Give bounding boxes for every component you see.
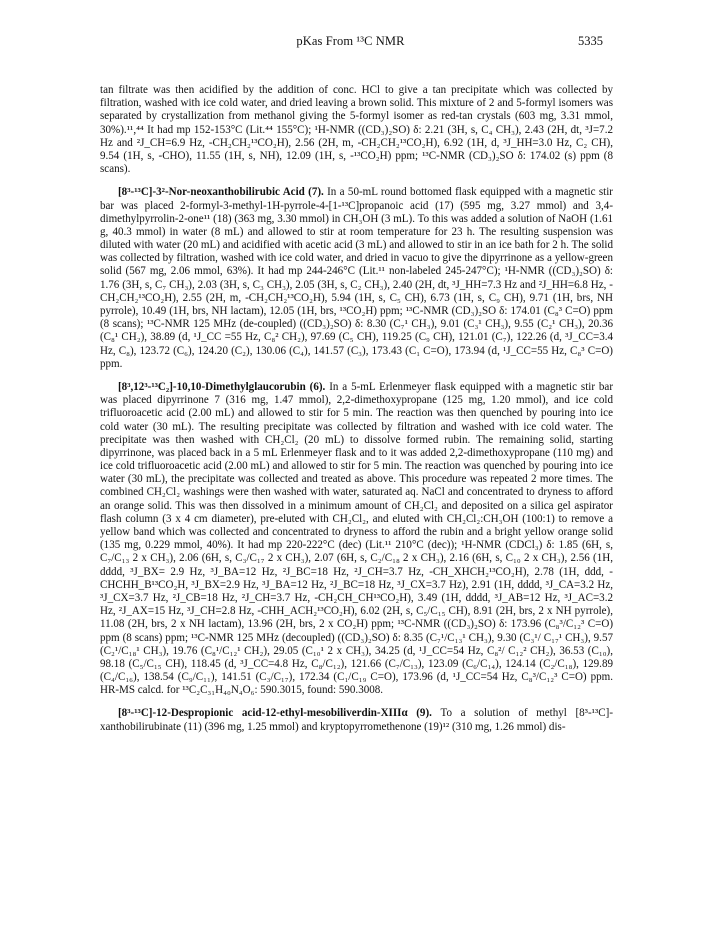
compound-heading: [8³,12³-¹³C₂]-10,10-Dimethylglaucorubin (6). (118, 380, 326, 393)
page-number: 5335 (578, 34, 603, 48)
paragraph-compound-6 (100, 381, 613, 698)
compound-heading: [8³-¹³C]-3²-Nor-neoxanthobilirubic Acid (7). (118, 186, 324, 199)
paragraph-text: tan filtrate was then acidified by the addition of conc. HCl to give a tan precipitate which was collected by filtration, washed with ice cold water, and dried leaving a brown solid. This mixture of 2 and 5-formyl isomers was separated by crystallization from methanol giving the 5-formyl isomer as red-tan crystals (603 mg, 3.31 mmol, 30%).¹¹,⁴⁴ It had mp 152-153°C (Lit.⁴⁴ 155°C); ¹H-NMR ((CD₃)₂SO) δ: 2.21 (3H, s, C₄ CH₃), 2.43 (2H, dt, ³J=7.2 Hz and ²J_CH=6.9 Hz, -CH₂CH₂¹³CO₂H), 2.56 (2H, m, -CH₂CH₂¹³CO₂H), 6.92 (1H, d, ³J_HH=3.0 Hz, C₂ CH), 9.54 (1H, s, -CHO), 11.55 (1H, s, NH), 12.09 (1H, s, -¹³CO₂H) ppm; ¹³C-NMR (CD₃)₂SO δ: 174.02 (s) ppm (8 scans). (100, 84, 613, 176)
page-header (0, 34, 701, 50)
paragraph-text: To a solution of methyl [8³-¹³C]-xanthobilirubinate (11) (396 mg, 1.25 mmol) and kryptopyrromethenone (19)¹² (310 mg, 1.26 mmol) dis- (100, 707, 614, 733)
paragraph-continued (100, 84, 613, 176)
paragraph-compound-7 (100, 186, 613, 371)
body-text (100, 84, 613, 744)
paragraph-compound-9 (100, 707, 613, 733)
running-title: pKas From ¹³C NMR (296, 34, 405, 48)
paragraph-text: In a 5-mL Erlenmeyer flask equipped with a magnetic stir bar was placed dipyrrinone 7 (316 mg, 1.47 mmol), 2,2-dimethoxypropane (125 mg, 1.20 mmol), and ice cold trifluoroacetic acid (2.00 mL) and allowed to stir for 5 min. The reaction was then quenched by pouring into ice cold water (30 mL). The resulting precipitate was collected by filtration and washed with ice cold water. The precipitate was then washed with CH₂Cl₂ (20 mL) to dissolve formed rubin. The remaining solid, starting dipyrrinone, was placed back in a 5 mL Erlenmeyer flask and to it was added 2,2-dimethoxypropane (110 mg) and ice cold trifluoroacetic acid (2.00 mL) and allowed to stir for 5 min. The reaction was quenched by pouring into ice water (30 mL), the precipitate was collected and treated as above. This procedure was repeated 2 more times. The combined CH₂Cl₂ washings were then washed with water, saturated aq. NaCl and concentrated to dryness to afford an orange solid. This was then dissolved in a minimum amount of CH₂Cl₂ and deposited on a silica gel aspirator flash column (3 x 4 cm diameter), pre-eluted with CH₂Cl₂, and eluted with CH₂Cl₂:CH₃OH (100:1) to remove a yellow band which was collected and concentrated to dryness to afford the rubin and a bright yellow orange solid (135 mg, 0.229 mmol, 40%). It had mp 220-222°C (dec) (Lit.¹¹ 210°C (dec)); ¹H-NMR (CDCl₃) δ: 1.85 (6H, s, C₇/C₁₃ 2 x CH₃), 2.06 (6H, s, C₃/C₁₇ 2 x CH₃), 2.07 (6H, s, C₂/C₁₈ 2 x CH₃), 2.16 (6H, s, C₁₀ 2 x CH₃), 2.56 (1H, dddd, ³J_BX= 2.9 Hz, ³J_BA=12 Hz, ²J_BC=18 Hz, ²J_CH=3.7 Hz, -CH_XHCH₂¹³CO₂H), 2.78 (1H, ddd, -CHCHH_B¹³CO₂H, ³J_BX=2.9 Hz, ³J_BA=12 Hz, ²J_BC=18 Hz, ³J_CX=3.7 Hz), 2.91 (1H, dddd, ³J_CA=3.2 Hz, ³J_CX=3.7 Hz, ²J_CB=18 Hz, ²J_CH=3.7 Hz, -CH₂CH_CH¹³CO₂H), 3.49 (1H, dddd, ³J_AB=12 Hz, ³J_AC=3.2 Hz, ²J_AX=15 Hz, ³J_CH=2.8 Hz, -CHH_ACH₂¹³CO₂H), 6.02 (2H, s, C₅/C₁₅ CH), 8.91 (2H, brs, 2 x NH pyrrole), 11.08 (2H, brs, 2 x NH lactam), 13.96 (2H, brs, 2 x CO₂H) ppm; ¹³C-NMR ((CD₃)₂SO) δ: 173.96 (C₈³/C₁₂³ C=O) ppm (8 scans) ppm; ¹³C-NMR 125 MHz (decoupled) ((CD₃)₂SO) δ: 8.35 (C₇¹/C₁₃¹ CH₃), 9.30 (C₃¹/ C₁₇¹ CH₃), 9.57 (C₂¹/C₁₈¹ CH₃), 19.76 (C₈¹/C₁₂¹ CH₂), 29.05 (C₁₀¹ 2 x CH₃), 34.25 (d, ¹J_CC=54 Hz, C₈²/ C₁₂² CH₂), 36.53 (C₁₀), 98.18 (C₅/C₁₅ CH), 118.45 (d, ³J_CC=4.8 Hz, C₈/C₁₂), 121.66 (C₇/C₁₃), 123.09 (C₆/C₁₄), 124.14 (C₂/C₁₈), 129.89 (C₄/C₁₆), 138.54 (C₉/C₁₁), 141.51 (C₃/C₁₇), 172.34 (C₁/C₁₉ C=O), 173.96 (d, ¹J_CC=54 Hz, C₈³/C₁₂³ C=O) ppm. HR-MS calcd. for ¹³C₂C₃₁H₄₀N₄O₆: 590.3015, found: 590.3008. (100, 380, 614, 697)
compound-heading: [8³-¹³C]-12-Despropionic acid-12-ethyl-mesobiliverdin-XIIIα (9). (118, 707, 432, 720)
paragraph-text: In a 50-mL round bottomed flask equipped with a magnetic stir bar was placed 2-formyl-3-methyl-1H-pyrrole-4-[1-¹³C]propanoic acid (17) (595 mg, 3.27 mmol) and 3,4-dimethylpyrrolin-2-one¹¹ (18) (363 mg, 3.30 mmol) in CH₃OH (3 mL). To this was added a solution of NaOH (1.61 g, 40.3 mmol) in water (8 mL) and allowed to stir at room temperature for 23 h. The resulting suspension was diluted with water (20 mL) and acidified with acetic acid (3 mL) and allowed to stir in an ice bath for 2 h. The solid was collected by filtration, washed with ice cold water, and dried in vacuo to give the dipyrrinone as a yellow-green solid (567 mg, 2.06 mmol, 63%). It had mp 244-246°C (Lit.¹¹ non-labeled 245-247°C); ¹H-NMR ((CD₃)₂SO) δ: 1.76 (3H, s, C₇ CH₃), 2.03 (3H, s, C₃ CH₃), 2.05 (3H, s, C₂ CH₃), 2.40 (2H, dt, ³J_HH=7.3 Hz and ²J_HH=6.8 Hz, -CH₂CH₂¹³CO₂H), 2.55 (2H, m, -CH₂CH₂¹³CO₂H), 5.94 (1H, s, C₅ CH), 6.73 (1H, s, C₉ CH), 9.71 (1H, brs, NH pyrrole), 10.49 (1H, brs, NH lactam), 12.05 (1H, brs, ¹³CO₂H) ppm; ¹³C-NMR (CD₃)₂SO δ: 174.01 (C₈³ C=O) ppm (8 scans); ¹³C-NMR 125 MHz (de-coupled) ((CD₃)₂SO) δ: 8.30 (C₇¹ CH₃), 9.01 (C₃¹ CH₃), 9.55 (C₂¹ CH₃), 20.36 (C₈¹ CH₂), 38.89 (d, ¹J_CC =55 Hz, C₈² CH₂), 97.69 (C₅ CH), 119.25 (C₉ CH), 121.01 (C₇), 122.26 (d, ³J_CC=3.4 Hz, C₈), 123.72 (C₆), 124.20 (C₂), 130.06 (C₄), 141.57 (C₃), 173.43 (C₁ C=O), 173.94 (d, ¹J_CC=55 Hz, C₈³ C=O) ppm. (100, 186, 613, 370)
